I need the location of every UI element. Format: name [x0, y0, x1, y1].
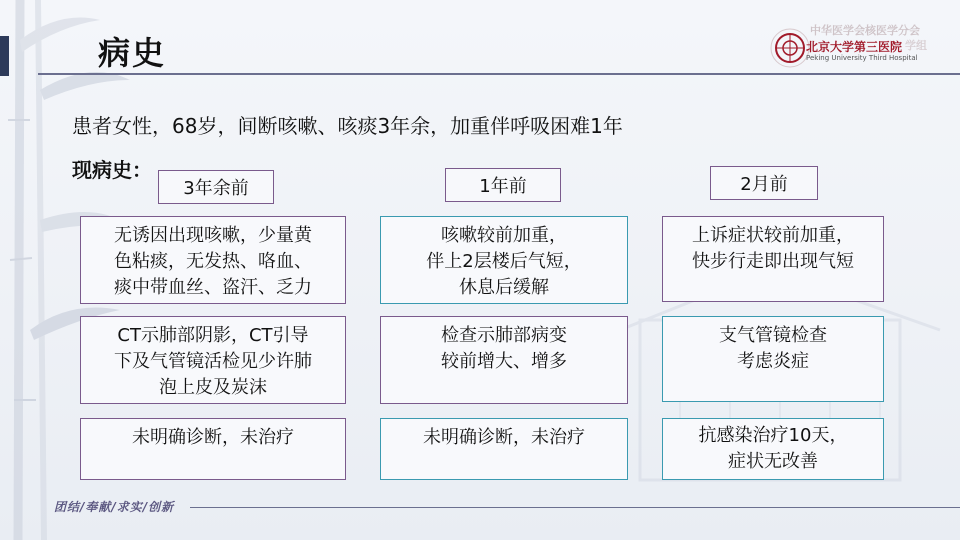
box-line: 上诉症状较前加重， [692, 225, 854, 246]
stage-3-box-3 [662, 418, 884, 480]
history-label: 现病史： [72, 158, 152, 182]
box-line: 咳嗽较前加重， [441, 225, 567, 246]
box-line: 痰中带血丝、盗汗、乏力 [114, 277, 312, 298]
box-line: 检查示肺部病变 [441, 325, 567, 346]
stage-2-box-3 [380, 418, 628, 480]
page-title: 病史 [98, 34, 167, 72]
box-line: 考虑炎症 [737, 351, 809, 372]
hospital-name-en: Peking University Third Hospital [806, 54, 918, 62]
stage-2-box-2 [380, 316, 628, 404]
box-line: 泡上皮及炭沫 [159, 377, 267, 398]
stage-2-box-1 [380, 216, 628, 304]
box-line: 无诱因出现咳嗽，少量黄 [114, 225, 312, 246]
footer-divider [190, 507, 960, 508]
box-line: 伴上2层楼后气短， [426, 251, 582, 272]
stage-1-box-3 [80, 418, 346, 480]
stage-label-3: 2月前 [710, 166, 818, 200]
stage-label-2: 1年前 [445, 168, 561, 202]
hospital-name-cn: 北京大学第三医院 [806, 40, 903, 54]
box-line: 快步行走即出现气短 [692, 251, 854, 272]
box-line: 抗感染治疗10天， [698, 425, 848, 446]
title-accent-bar [0, 36, 9, 76]
org-name: 中华医学会核医学分会 [810, 24, 920, 37]
footer-motto: 团结/奉献/求实/创新 [54, 500, 175, 514]
box-line: CT示肺部阴影，CT引导 [117, 325, 309, 346]
box-line: 色粘痰，无发热、咯血、 [114, 251, 312, 272]
stage-1-box-2 [80, 316, 346, 404]
box-line: 支气管镜检查 [719, 325, 827, 346]
box-line: 症状无改善 [728, 451, 818, 472]
box-line: 未明确诊断，未治疗 [132, 427, 294, 448]
stage-3-box-2 [662, 316, 884, 402]
box-line: 下及气管镜活检见少许肺 [114, 351, 312, 372]
org-name-ghost: 学组 [905, 39, 927, 52]
box-line: 未明确诊断，未治疗 [423, 427, 585, 448]
title-divider [38, 73, 960, 75]
patient-summary: 患者女性，68岁，间断咳嗽、咳痰3年余，加重伴呼吸困难1年 [72, 114, 623, 138]
stage-3-box-1 [662, 216, 884, 302]
stage-label-1: 3年余前 [158, 170, 274, 204]
stage-1-box-1 [80, 216, 346, 304]
box-line: 较前增大、增多 [441, 351, 567, 372]
box-line: 休息后缓解 [459, 277, 549, 298]
